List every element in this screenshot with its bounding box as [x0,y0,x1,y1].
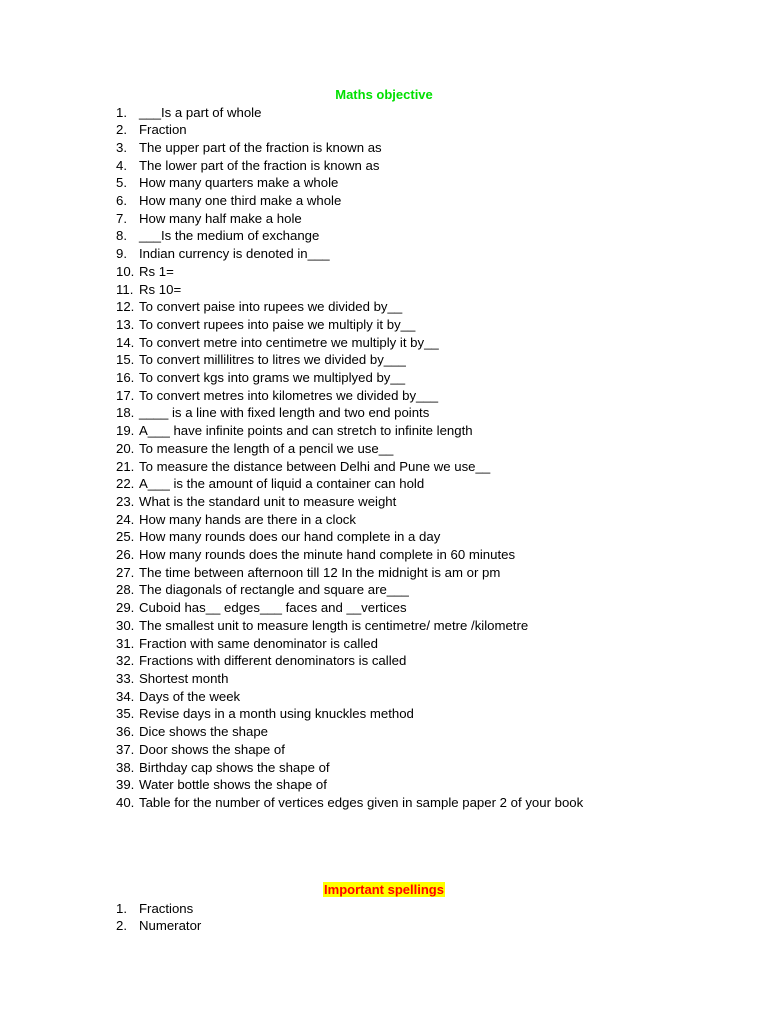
list-item-text: ___Is the medium of exchange [139,228,320,244]
list-item [116,705,583,723]
list-item-text: Fractions [139,900,194,916]
list-item-text: Cuboid has__ edges___ faces and __vertices [139,600,407,616]
list-item [116,741,583,759]
list-item-number: 32. [116,653,135,669]
list-item-text: Fraction [139,122,187,138]
list-item-number: 21. [116,458,135,474]
list-item [116,387,583,405]
list-item-text: To convert rupees into paise we multiply it by__ [139,316,416,332]
list-item-number: 20. [116,440,135,456]
list-item [116,121,583,139]
list-item [116,281,583,299]
list-item-text: To convert paise into rupees we divided by__ [139,299,403,315]
list-item-number: 36. [116,724,135,740]
list-item-text: A___ have infinite points and can stretch to infinite length [139,423,473,439]
list-item-number: 37. [116,741,135,757]
list-item [116,475,583,493]
list-item-number: 22. [116,476,135,492]
list-item-number: 40. [116,794,135,810]
list-item-number: 2. [116,918,127,934]
list-item-text: How many one third make a whole [139,193,342,209]
list-item-number: 13. [116,316,135,332]
list-item [116,404,583,422]
list-item-text: ____ is a line with fixed length and two end points [139,405,430,421]
list-item-number: 26. [116,547,135,563]
list-item-number: 10. [116,263,135,279]
list-item [116,776,583,794]
list-item [116,493,583,511]
list-item-number: 17. [116,387,135,403]
list-item-text: The time between afternoon till 12 In the midnight is am or pm [139,564,501,580]
list-item-text: The diagonals of rectangle and square are___ [139,582,409,598]
list-item-number: 5. [116,175,127,191]
list-item-number: 27. [116,564,135,580]
list-item-number: 16. [116,370,135,386]
list-item-number: 6. [116,193,127,209]
list-item-text: Door shows the shape of [139,741,285,757]
list-item-text: To measure the distance between Delhi and Pune we use__ [139,458,491,474]
list-item [116,528,583,546]
list-item [116,440,583,458]
list-item-number: 12. [116,299,135,315]
list-item [116,139,583,157]
spellings-heading: Important spellings [324,882,444,897]
list-item [116,422,583,440]
list-item-text: Fractions with different denominators is called [139,653,407,669]
list-item-number: 39. [116,777,135,793]
list-item [116,298,583,316]
list-item [116,564,583,582]
list-item-text: The lower part of the fraction is known as [139,157,380,173]
list-item [116,599,583,617]
list-item [116,458,583,476]
list-item [116,581,583,599]
list-item-text: Dice shows the shape [139,724,269,740]
list-item [116,157,583,175]
list-item [116,617,583,635]
list-item-number: 11. [116,281,134,297]
list-item-number: 8. [116,228,127,244]
list-item [116,316,583,334]
list-item-text: Water bottle shows the shape of [139,777,327,793]
list-item-text: How many rounds does our hand complete in a day [139,529,441,545]
question-list [116,104,583,812]
list-item-number: 23. [116,493,135,509]
list-item-text: How many hands are there in a clock [139,511,356,527]
list-item [116,794,583,812]
list-item [116,245,583,263]
list-item-text: Birthday cap shows the shape of [139,759,330,775]
list-item [116,263,583,281]
list-item [116,210,583,228]
list-item-text: Days of the week [139,688,241,704]
list-item [116,192,583,210]
list-item [116,227,583,245]
list-item-number: 29. [116,600,135,616]
list-item-number: 9. [116,246,127,262]
list-item [116,759,583,777]
list-item-number: 4. [116,157,127,173]
list-item-number: 2. [116,122,127,138]
list-item [116,688,583,706]
list-item [116,723,583,741]
list-item-text: To convert kgs into grams we multiplyed by__ [139,370,406,386]
list-item-text: How many quarters make a whole [139,175,339,191]
list-item-text: ___Is a part of whole [139,104,262,120]
main-heading: Maths objective [335,87,433,102]
list-item-number: 7. [116,210,127,226]
list-item-number: 34. [116,688,135,704]
list-item-text: Rs 1= [139,263,174,279]
list-item-text: What is the standard unit to measure weight [139,493,397,509]
list-item-text: How many half make a hole [139,210,302,226]
list-item-number: 25. [116,529,135,545]
list-item-number: 14. [116,334,135,350]
list-item-text: Table for the number of vertices edges given in sample paper 2 of your book [139,794,584,810]
list-item-text: Indian currency is denoted in___ [139,246,330,262]
list-item-text: How many rounds does the minute hand complete in 60 minutes [139,547,516,563]
list-item-text: Rs 10= [139,281,182,297]
list-item-number: 1. [116,900,127,916]
list-item [116,900,201,918]
list-item-number: 19. [116,423,135,439]
list-item-text: Revise days in a month using knuckles method [139,706,414,722]
list-item [116,351,583,369]
list-item-number: 3. [116,139,127,155]
list-item-text: Fraction with same denominator is called [139,635,378,651]
list-item [116,174,583,192]
list-item-text: To convert millilitres to litres we divided by___ [139,352,406,368]
list-item-text: To convert metres into kilometres we divided by___ [139,387,439,403]
list-item-number: 15. [116,352,135,368]
list-item-number: 24. [116,511,135,527]
list-item-text: The upper part of the fraction is known as [139,139,382,155]
list-item-number: 38. [116,759,135,775]
list-item-number: 33. [116,671,135,686]
list-item [116,670,583,688]
list-item-text: A___ is the amount of liquid a container can hold [139,476,425,492]
list-item-text: To convert metre into centimetre we multiply it by__ [139,334,439,350]
list-item-number: 30. [116,617,135,633]
spellings-heading-wrapper [0,882,768,898]
list-item-number: 35. [116,706,135,722]
spellings-list [116,900,201,935]
list-item-text: To measure the length of a pencil we use__ [139,440,394,456]
list-item [116,546,583,564]
list-item [116,104,583,122]
list-item-number: 1. [116,104,127,120]
list-item-number: 28. [116,582,135,598]
list-item [116,334,583,352]
list-item-number: 18. [116,405,135,421]
list-item [116,917,201,935]
list-item [116,635,583,653]
list-item [116,511,583,529]
list-item [116,369,583,387]
list-item-text: Numerator [139,918,202,934]
list-item [116,652,583,670]
list-item-number: 31. [116,635,135,651]
list-item-text: Shortest month [139,671,229,686]
list-item-text: The smallest unit to measure length is centimetre/ metre /kilometre [139,617,529,633]
